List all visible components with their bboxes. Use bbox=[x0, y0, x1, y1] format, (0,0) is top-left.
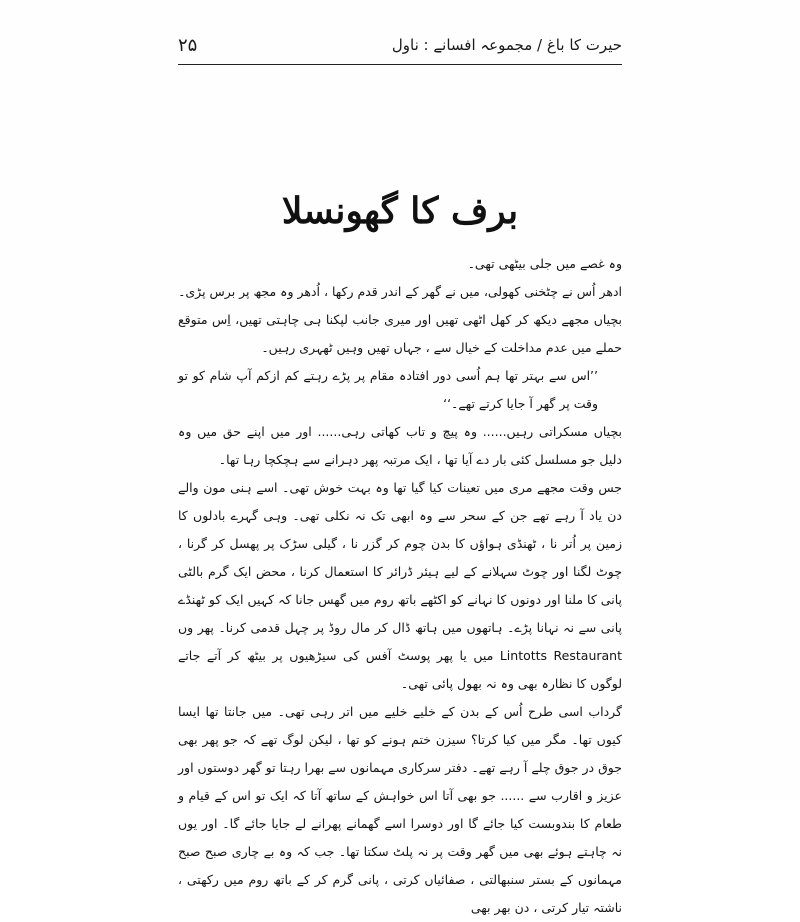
page-number: ۲۵ bbox=[178, 34, 198, 56]
page-header bbox=[178, 28, 622, 62]
paragraph: ’’اس سے بہتر تھا ہم اُسی دور افتادہ مقام پر پڑے رہتے کم ازکم آپ شام کو تو وقت پر گھر آ جایا کرتے تھے۔‘‘ bbox=[178, 368, 598, 411]
paragraph: گرداب اسی طرح اُس کے بدن کے خلیے خلیے میں اتر رہی تھی۔ میں جانتا تھا ایسا کیوں تھا۔ مگر میں کیا کرتا؟ سیزن ختم ہونے کو تھا ، لیکن لوگ تھے کہ جو پھر بھی جوق در جوق چلے آ رہے تھے۔ دفتر سرکاری مہمانوں سے بھرا رہتا تو گھر دوستوں اور عزیز و اقارب سے ...... جو بھی آتا اس خواہش کے ساتھ آتا کہ ایک تو اس کے قیام و طعام کا بندوبست کیا جائے گا اور دوسرا اسے گھمانے پھرانے لے جایا جائے گا۔ اور یوں نہ چاہتے ہوئے بھی میں گھر وقت پر نہ پلٹ سکتا تھا۔ جب کہ وہ بے چاری صبح صبح مہمانوں کے بستر سنبھالتی ، صفائیاں کرتی ، پانی گرم کر کے باتھ روم میں رکھتی ، ناشتہ تیار کرتی ، دن بھر بھی bbox=[178, 704, 622, 915]
body-text bbox=[178, 250, 622, 922]
chapter-title: برف کا گھونسلا bbox=[281, 190, 519, 232]
paragraph: ادھر اُس نے چٹخنی کھولی، میں نے گھر کے اندر قدم رکھا ، اُدھر وہ مجھ پر برس پڑی۔ bbox=[178, 284, 622, 299]
paragraph: وہ غصے میں جلی بیٹھی تھی۔ bbox=[467, 256, 622, 271]
paragraph: بچیاں مسکراتی رہیں...... وہ پیچ و تاب کھاتی رہی...... اور میں اپنے حق میں وہ دلیل جو مسلسل کئی بار دے آیا تھا ، ایک مرتبہ پھر دہرانے سے ہچکچا رہا تھا۔ bbox=[178, 424, 622, 467]
header-divider bbox=[178, 64, 622, 65]
paragraph: جس وقت مجھے مری میں تعینات کیا گیا تھا وہ بہت خوش تھی۔ اسے ہنی مون والے دن یاد آ رہے تھے جن کے سحر سے وہ ابھی تک نہ نکلی تھی۔ وہی گہرے بادلوں کا زمین پر اُتر نا ، ٹھنڈی ہواؤں کا بدن چوم کر گزر نا ، گیلی سڑک پر پھسل کر گرنا ، چوٹ لگنا اور چوٹ سہلانے کے لیے ہیئر ڈرائر کا استعمال کرنا ، محض ایک گرم بالٹی پانی کا ملنا اور دونوں کا نہانے کو اکٹھے باتھ روم میں گھس جانا کہ کہیں ایک کو ٹھنڈے پانی سے نہ نہانا پڑے۔ ہاتھوں میں ہاتھ ڈال کر مال روڈ پر چہل قدمی کرنا۔ پھر وں Lintotts Restaurant میں یا پھر پوسٹ آفس کی سیڑھیوں پر بیٹھ کر آتے جاتے لوگوں کا نظارہ بھی وہ نہ بھول پائی تھی۔ bbox=[178, 480, 622, 691]
running-head: حیرت کا باغ / مجموعہ افسانے : ناول bbox=[391, 36, 622, 54]
paragraph: بچیاں مجھے دیکھ کر کھل اٹھی تھیں اور میری جانب لپکنا ہی چاہتی تھیں، اِس متوقع حملے میں عدم مداخلت کے خیال سے ، جہاں تھیں وہیں ٹھہری رہیں۔ bbox=[178, 312, 622, 355]
